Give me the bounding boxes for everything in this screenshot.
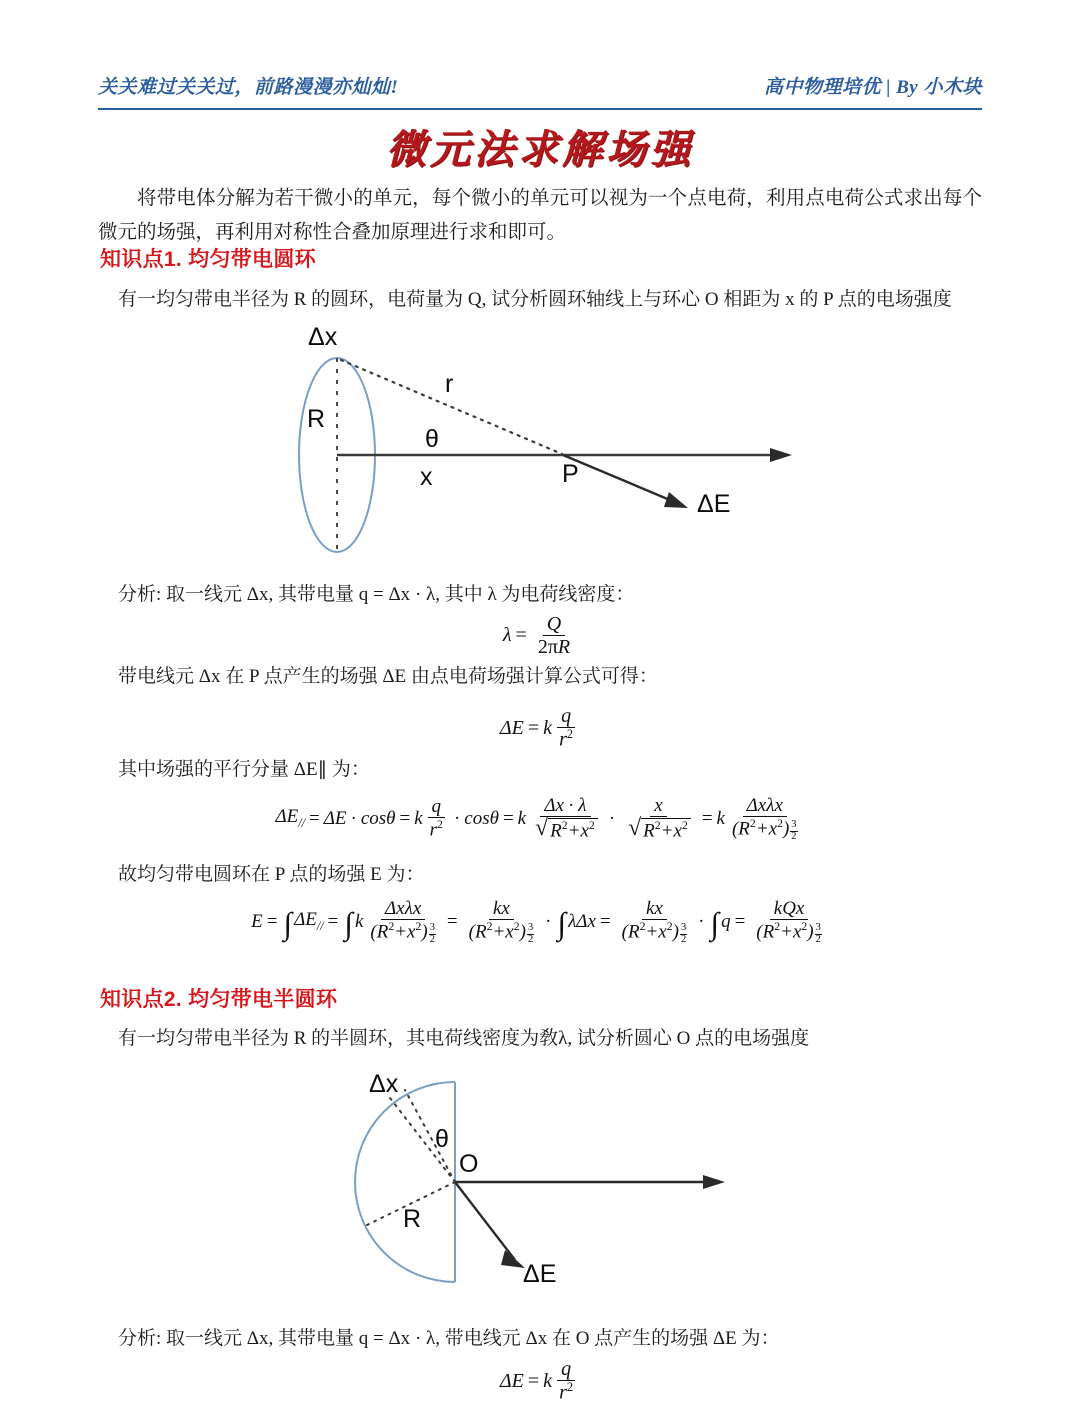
formula-lambda: λ = $\frac{Q}{2\pi R}$ bbox=[502, 613, 571, 659]
page-header bbox=[98, 72, 982, 108]
label-delta-e: ΔE bbox=[523, 1260, 557, 1288]
label-delta-x: Δx bbox=[369, 1070, 399, 1098]
label-center-o: O bbox=[459, 1150, 479, 1178]
section-1-heading: 知识点1. 均匀带电圆环 bbox=[100, 248, 316, 271]
delta-e-arrow-line bbox=[563, 455, 677, 503]
semicircle-arc bbox=[355, 1082, 455, 1282]
section-2-analysis-1: 分析: 取一线元 Δx, 其带电量 q = Δx · λ, 带电线元 Δx 在 O 点产生的场强 ΔE 为： bbox=[118, 1328, 780, 1349]
charged-semicircle-diagram bbox=[335, 1060, 755, 1305]
formula-parallel-component: $\Delta E_{//}$ = ΔE · cosθ = k $\frac{q}{r^2}$ · cosθ = k Δx · λ √ $R^2+x^2$ · x √ $R^2+x^2$ = k Δxλx $(R^2+x^2)$ $\frac{3}{2}$ bbox=[275, 795, 797, 842]
intro-paragraph: 将带电体分解为若干微小的单元，每个微小的单元可以视为一个点电荷，利用点电荷公式求出每个微元的场强，再利用对称性合叠加原理进行求和即可。 bbox=[98, 188, 982, 243]
header-motto: 关关难过关关过，前路漫漫亦灿灿! bbox=[98, 77, 399, 98]
label-axis-x: x bbox=[420, 463, 433, 491]
label-distance-r: r bbox=[445, 370, 454, 398]
label-theta: θ bbox=[435, 1125, 449, 1153]
section-1-problem: 有一均匀带电半径为 R 的圆环，电荷量为 Q, 试分析圆环轴线上与环心 O 相距为 x 的 P 点的电场强度 bbox=[118, 289, 952, 310]
section-2-problem: 有一均匀带电半径为 R 的半圆环，其电荷线密度为敎λ, 试分析圆心 O 点的电场强度 bbox=[118, 1028, 810, 1049]
section-2-heading: 知识点2. 均匀带电半圆环 bbox=[100, 988, 338, 1011]
formula-total-field: E = ∫ $\Delta E_{//}$ = ∫ k Δxλx $(R^2+x^2)$ $\frac{3}{2}$ = kx $(R^2+x^2)$ $\frac{3}{2}$ · ∫ λΔx = kx $(R^2+x^2)$ $\frac{3}{2}$ · ∫ q = kQx $(R^2+x^2)$ $\frac{3}{2}$ bbox=[251, 898, 821, 945]
label-theta: θ bbox=[425, 425, 439, 453]
section-1-analysis-1: 分析: 取一线元 Δx, 其带电量 q = Δx · λ, 其中 λ 为电荷线密度： bbox=[118, 584, 635, 605]
header-divider bbox=[98, 108, 982, 110]
section-1-analysis-4: 故均匀带电圆环在 P 点的场强 E 为： bbox=[118, 864, 425, 885]
formula-delta-e: ΔE = k $\frac{q}{r^2}$ bbox=[499, 705, 574, 752]
section-1-analysis-2: 带电线元 Δx 在 P 点产生的场强 ΔE 由点电荷场强计算公式可得： bbox=[118, 666, 658, 687]
header-credit: 高中物理培优 | By 小木块 bbox=[763, 77, 982, 98]
delta-e-arrow-line bbox=[455, 1182, 515, 1260]
label-delta-x: Δx bbox=[308, 323, 338, 351]
charged-ring-axis-diagram bbox=[265, 323, 825, 560]
formula-delta-e-bottom: ΔE = k $\frac{q}{r^2}$ bbox=[499, 1358, 574, 1404]
page-title: 微元法求解场强 bbox=[386, 127, 694, 172]
label-point-p: P bbox=[562, 460, 579, 488]
delta-e-arrowhead bbox=[501, 1250, 525, 1268]
label-delta-e: ΔE bbox=[697, 490, 731, 518]
delta-e-arrowhead bbox=[664, 492, 688, 508]
section-1-analysis-3: 其中场强的平行分量 ΔE∥ 为： bbox=[118, 759, 370, 780]
label-radius-r: R bbox=[307, 405, 326, 433]
axis-arrowhead bbox=[770, 448, 792, 462]
axis-arrowhead bbox=[703, 1175, 725, 1189]
label-radius-r: R bbox=[403, 1205, 422, 1233]
